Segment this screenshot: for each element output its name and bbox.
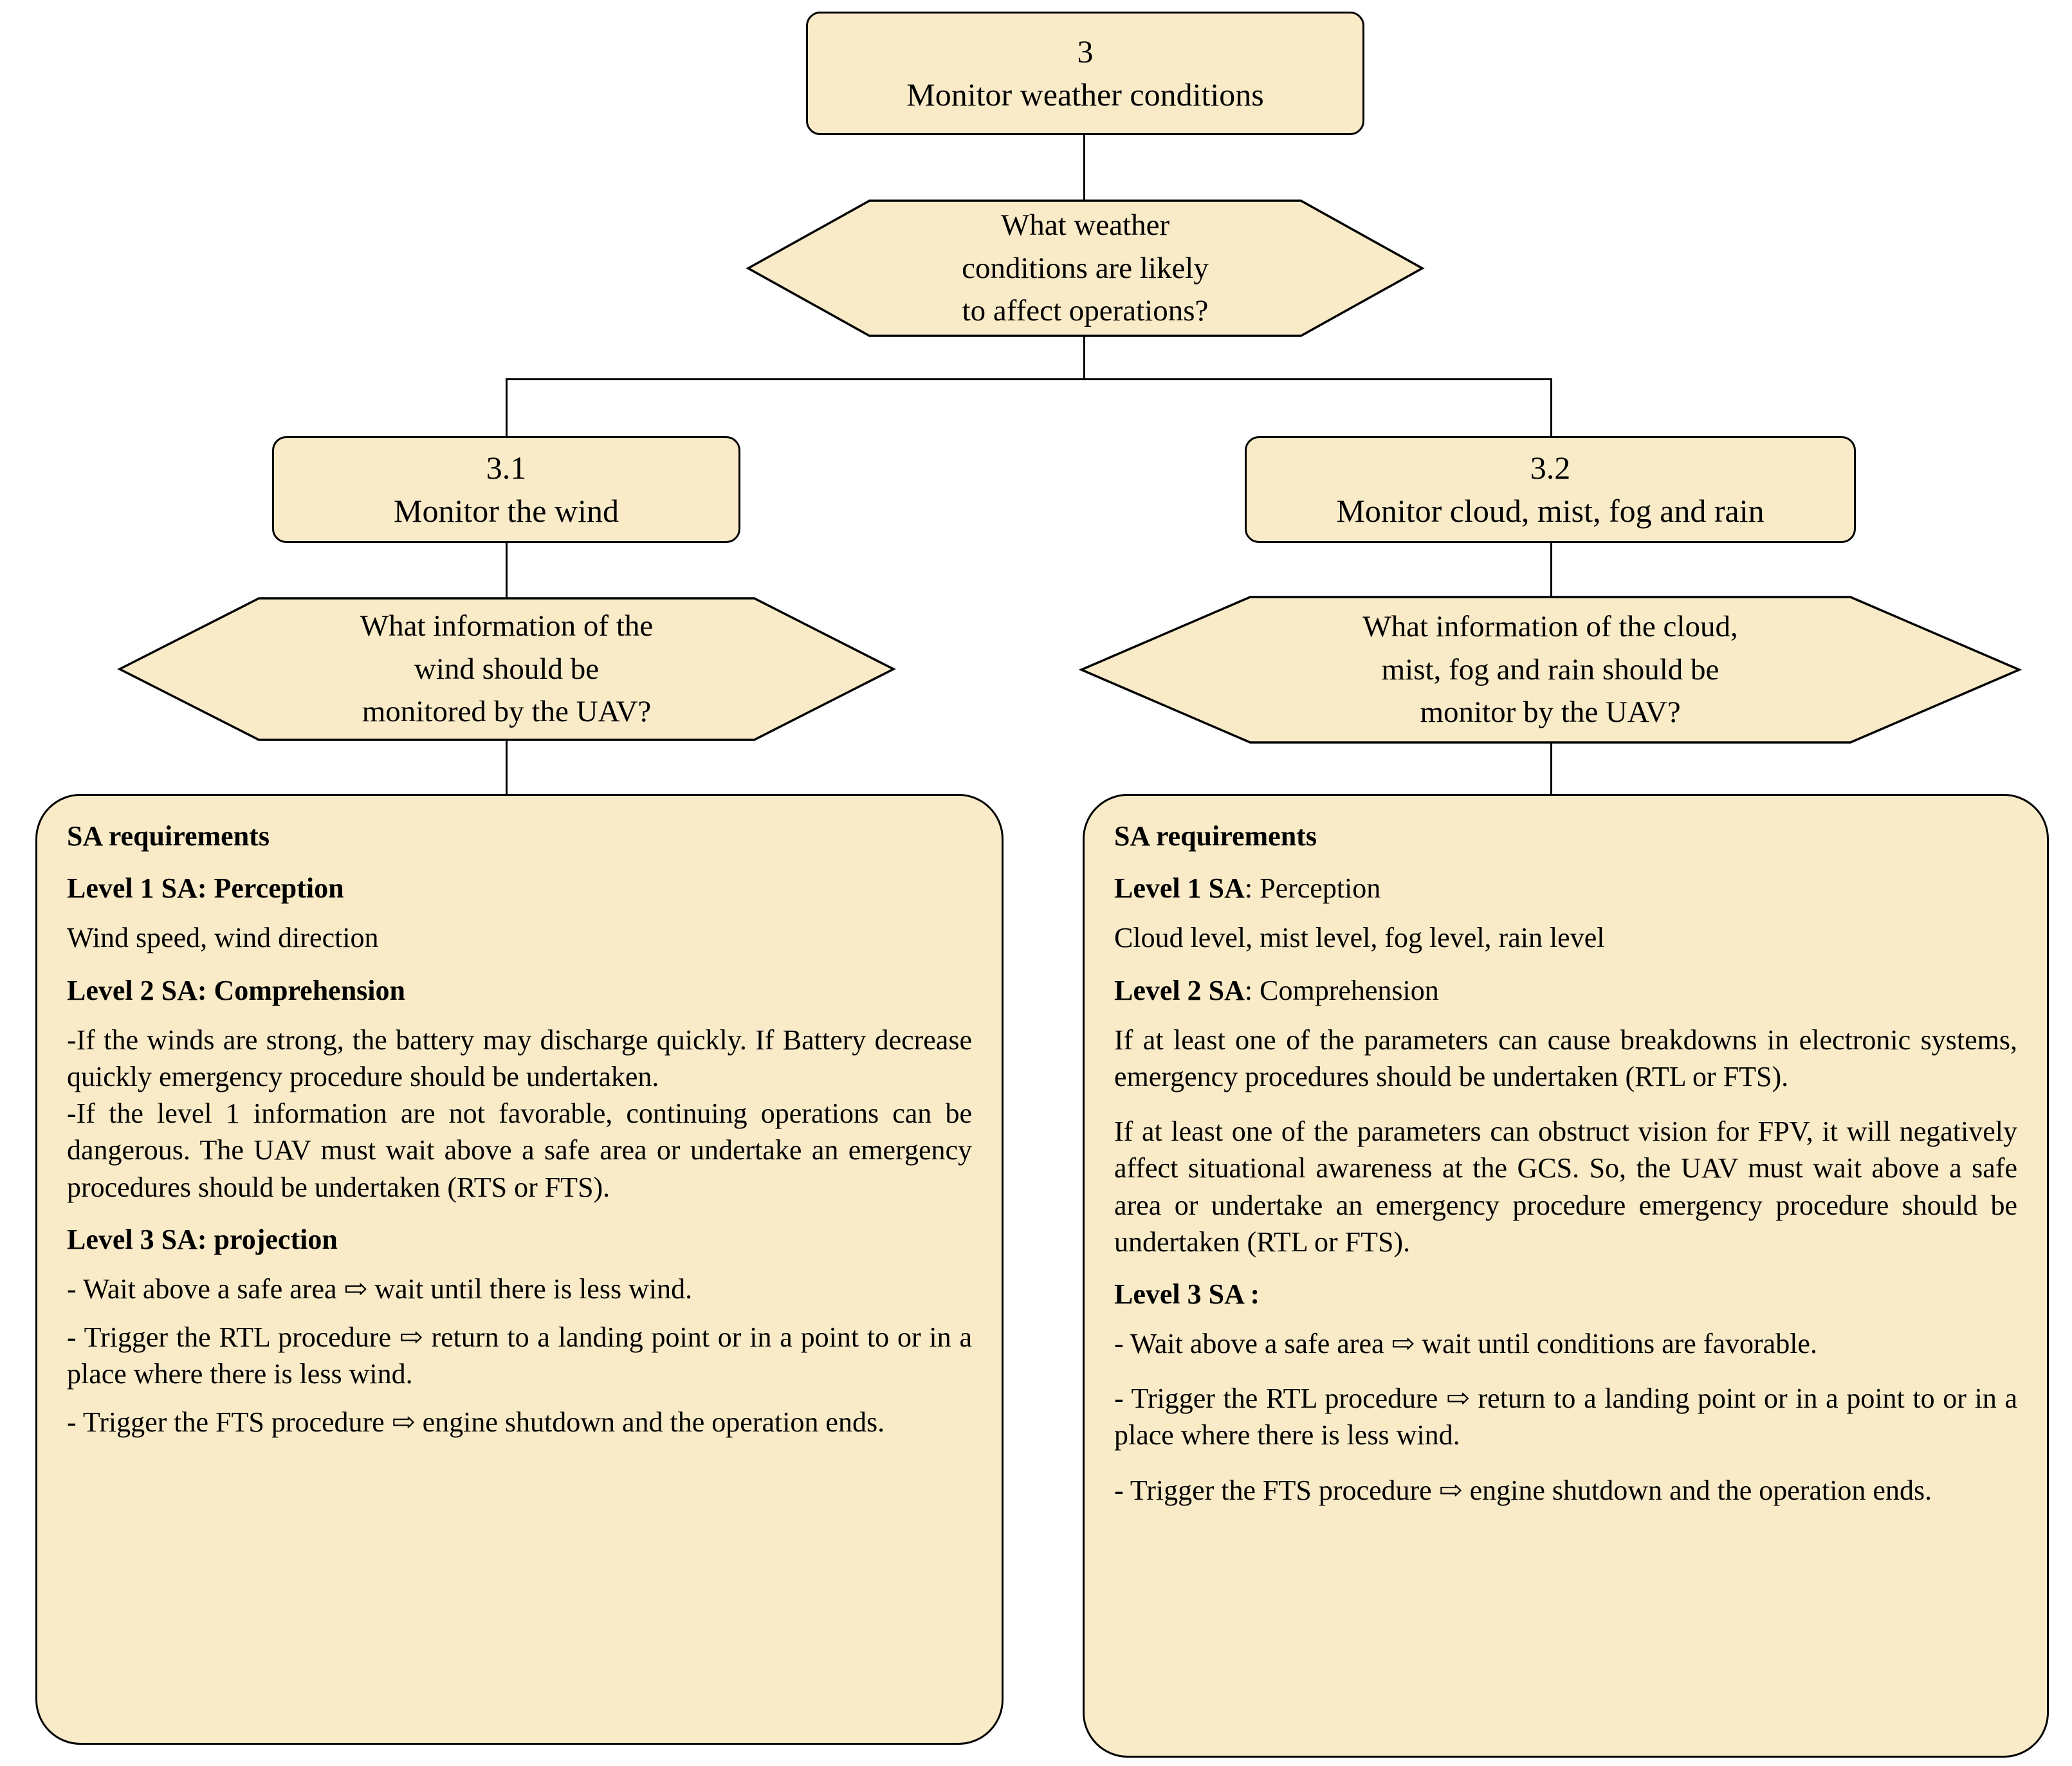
connector-question-to-split [1083,335,1085,380]
sa-requirements-wind [35,794,1004,1745]
sa-level1-body: Wind speed, wind direction [67,922,379,954]
decision-text [748,201,1422,336]
sa-level2-paragraph: If at least one of the parameters can cause breakdowns in electronic systems, emergency procedures should be undertaken (RTL or FTS). [1114,1024,2017,1092]
connector-question-left-to-sa [506,739,508,795]
decision-weather-conditions [748,201,1422,336]
sa-heading: SA requirements [67,820,270,852]
connector-question-right-to-sa [1550,740,1552,795]
question-line: conditions are likely [962,251,1209,285]
question-line: monitor by the UAV? [1420,695,1681,730]
question-line: to affect operations? [962,294,1209,328]
connector-split-to-node-31 [506,378,508,437]
question-line: wind should be [414,652,600,686]
sa-level1-heading [1114,870,2017,906]
decision-cloud-information [1081,597,2019,742]
decision-text [120,598,894,740]
sa-level2-heading-bold: Level 2 SA [1114,974,1245,1006]
connector-node-32-to-question [1550,542,1552,600]
sa-level3-item: - Trigger the FTS procedure ⇨ engine shutdown and the operation ends. [1114,1474,1932,1506]
connector-split-horizontal [506,378,1552,380]
sa-level3-heading-bold: Level 3 SA: projection [67,1223,338,1255]
sa-level3-item: - Trigger the RTL procedure ⇨ return to a landing point or in a point to or in a place where there is less wind. [1114,1383,2017,1451]
node-number: 3 [1077,33,1094,69]
node-number: 3.1 [486,449,527,486]
connector-node-31-to-question [506,542,508,600]
sa-level2-heading [1114,972,2017,1009]
node-monitor-cloud-mist-fog-rain [1245,436,1856,543]
sa-level1-heading-bold: Level 1 SA: Perception [67,872,344,905]
sa-level3-item: - Wait above a safe area ⇨ wait until there is less wind. [67,1273,693,1305]
question-line: What information of the cloud, [1362,609,1738,643]
sa-level3-heading [67,1221,972,1258]
sa-heading: SA requirements [1114,820,1317,852]
sa-level1-body: Cloud level, mist level, fog level, rain level [1114,922,1605,954]
node-monitor-wind [272,436,740,543]
sa-level2-paragraph: If at least one of the parameters can obstruct vision for FPV, it will negatively affect situational awareness at the GCS. So, the UAV must wait above a safe area or undertake an emergency procedure emergency procedure should be undertaken (RTL or FTS). [1114,1116,2017,1258]
sa-level3-heading-bold: Level 3 SA : [1114,1278,1260,1310]
question-line: What weather [1000,208,1170,242]
sa-level2-paragraph: -If the level 1 information are not favorable, continuing operations can be dangerous. The UAV must wait above a safe area or undertake an emergency procedures should be undertaken (RTS or FTS). [67,1098,972,1203]
question-line: monitored by the UAV? [362,695,652,729]
sa-level2-heading [67,972,972,1009]
sa-level2-paragraph: -If the winds are strong, the battery may discharge quickly. If Battery decrease quickly emergency procedure should be undertaken. [67,1024,972,1092]
sa-requirements-cloud [1083,794,2049,1758]
sa-level2-heading-rest: : Comprehension [1244,974,1439,1006]
sa-level1-heading-bold: Level 1 SA [1114,872,1245,905]
node-monitor-weather [806,12,1364,135]
connector-split-to-node-32 [1550,378,1552,437]
sa-level1-heading [67,870,972,906]
sa-level2-heading-bold: Level 2 SA: Comprehension [67,974,405,1006]
node-title: Monitor weather conditions [906,77,1264,113]
connector-root-to-question [1083,134,1085,202]
question-line: What information of the [360,609,654,643]
sa-level3-item: - Trigger the FTS procedure ⇨ engine shutdown and the operation ends. [67,1406,885,1439]
decision-text [1081,597,2019,742]
node-number: 3.2 [1530,449,1571,486]
node-title: Monitor the wind [394,493,619,529]
sa-level1-heading-rest: : Perception [1244,872,1381,905]
question-line: mist, fog and rain should be [1381,652,1719,686]
sa-level3-item: - Wait above a safe area ⇨ wait until conditions are favorable. [1114,1328,1817,1360]
sa-level3-item: - Trigger the RTL procedure ⇨ return to a landing point or in a point to or in a place where there is less wind. [67,1321,972,1390]
node-title: Monitor cloud, mist, fog and rain [1336,493,1765,529]
decision-wind-information [120,598,894,740]
sa-level3-heading [1114,1276,2017,1312]
